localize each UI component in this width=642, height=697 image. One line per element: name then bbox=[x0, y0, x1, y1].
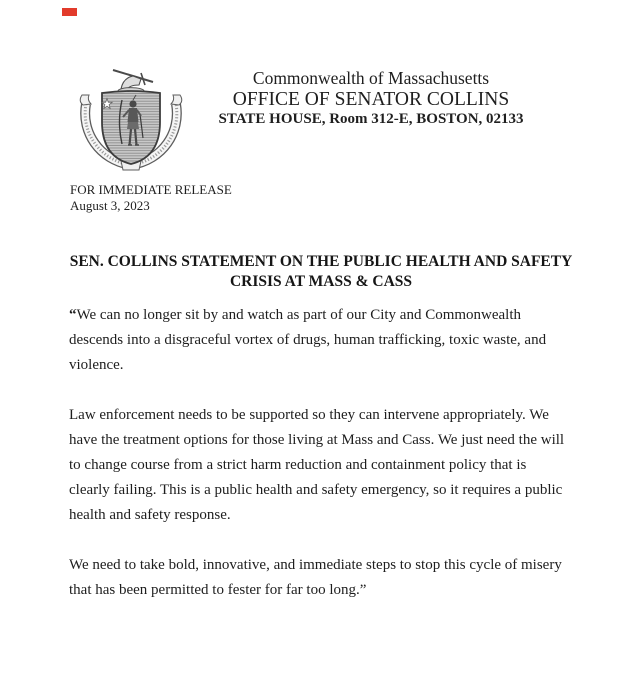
release-info bbox=[70, 182, 232, 214]
release-label: FOR IMMEDIATE RELEASE bbox=[70, 182, 232, 197]
opening-quote-mark: “ bbox=[69, 307, 77, 323]
red-mark-artifact bbox=[62, 8, 77, 16]
headline-line-1: SEN. COLLINS STATEMENT ON THE PUBLIC HEALTH AND SAFETY bbox=[69, 253, 573, 270]
letterhead-organization: Commonwealth of Massachusetts bbox=[252, 68, 490, 88]
letterhead-address: STATE HOUSE, Room 312-E, BOSTON, 02133 bbox=[218, 111, 524, 127]
paragraph-3-text: We need to take bold, innovative, and immediate steps to stop this cycle of misery that has been permitted to fester for far too long.” bbox=[69, 557, 562, 598]
massachusetts-state-seal-icon bbox=[77, 64, 185, 176]
release-date: August 3, 2023 bbox=[70, 198, 150, 213]
paragraph-1-text: We can no longer sit by and watch as part of our City and Commonwealth descends into a disgraceful vortex of drugs, human trafficking, toxic waste, and violence. bbox=[69, 307, 547, 373]
paragraph-3 bbox=[69, 553, 594, 603]
letterhead-office: OFFICE OF SENATOR COLLINS bbox=[232, 89, 510, 110]
statement-headline bbox=[0, 252, 642, 292]
paragraph-2-text: Law enforcement needs to be supported so they can intervene appropriately. We have the treatment options for those living at Mass and Cass. We just need the will to change course from a strict harm reduction and containment policy that is clearly failing. This is a public health and safety emergency, so it requires a public health and safety response. bbox=[69, 407, 565, 523]
paragraph-2 bbox=[69, 403, 594, 528]
headline-line-2: CRISIS AT MASS & CASS bbox=[229, 273, 413, 290]
statement-body bbox=[69, 303, 594, 603]
letterhead-text bbox=[188, 68, 554, 128]
paragraph-1 bbox=[69, 303, 594, 378]
